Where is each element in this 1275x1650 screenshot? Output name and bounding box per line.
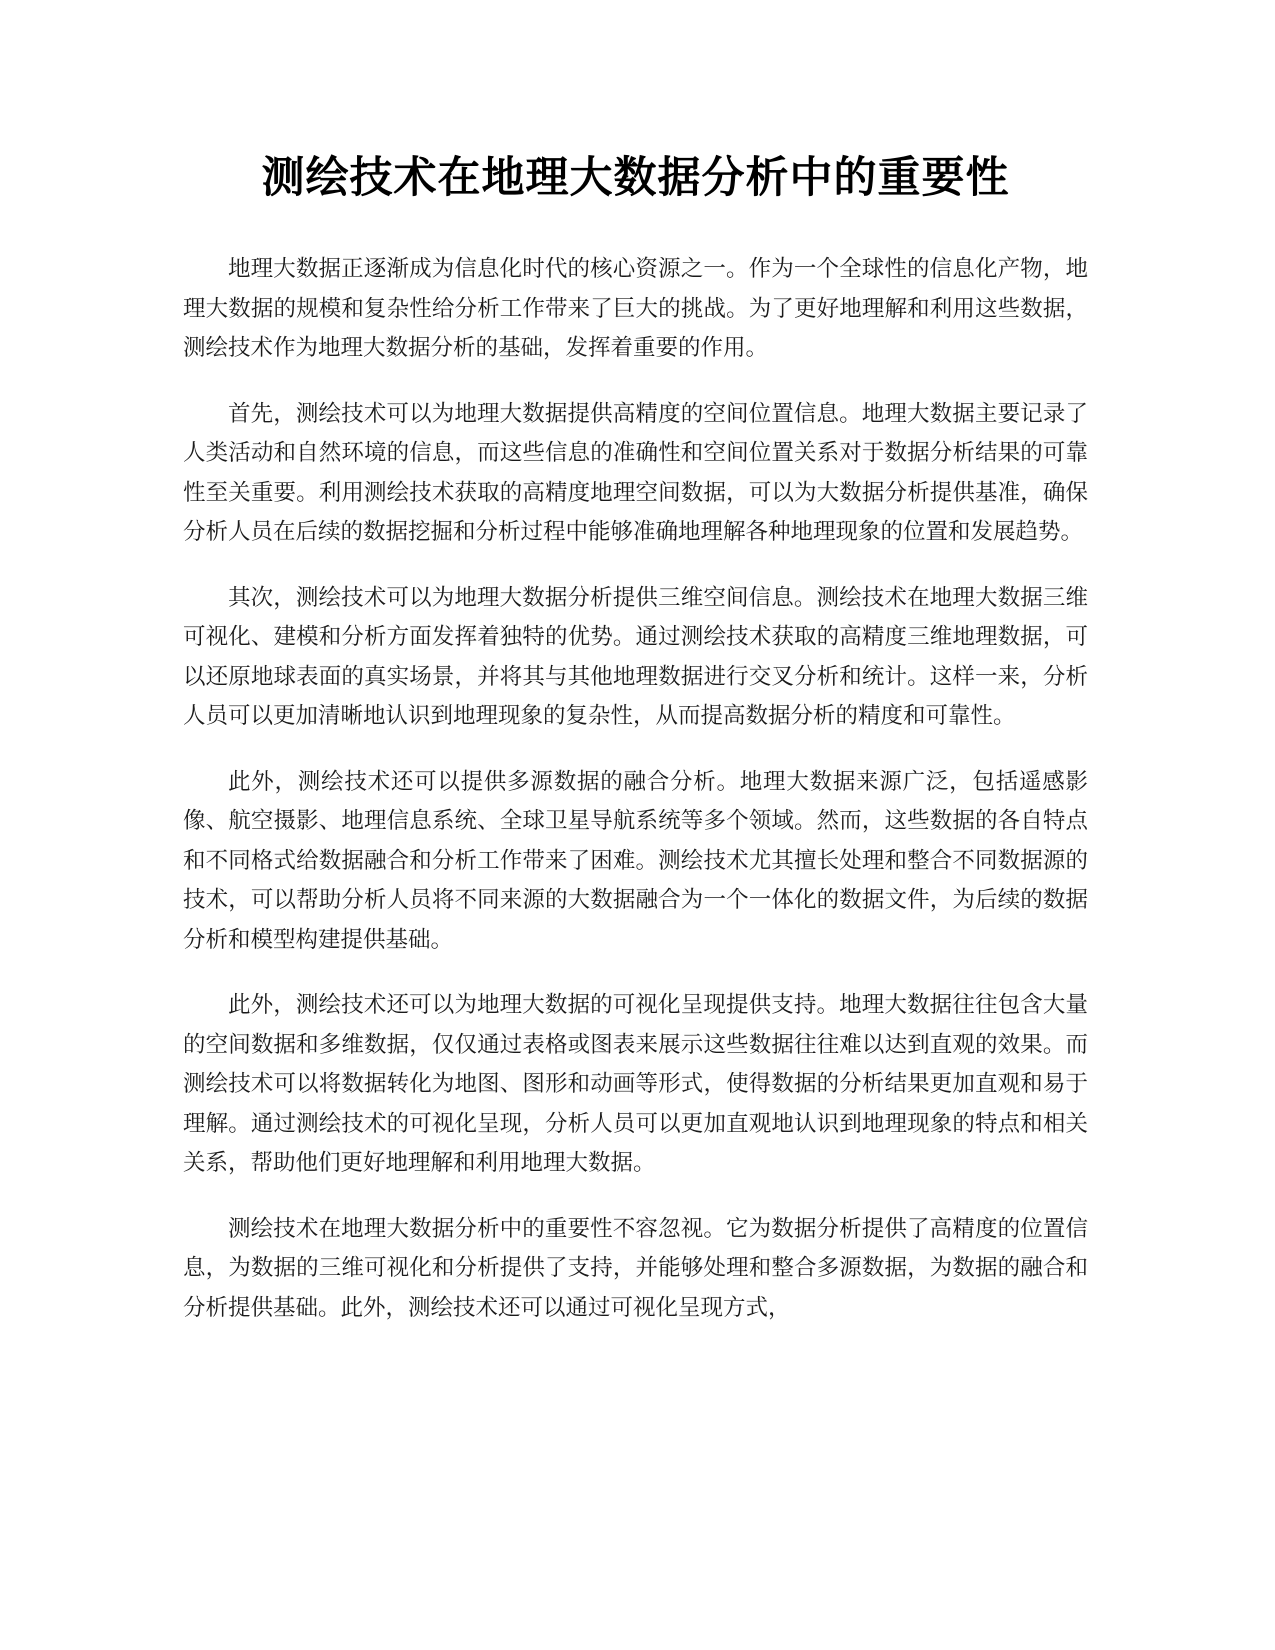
- document-page: [183, 140, 1088, 1354]
- paragraph-1: 地理大数据正逐渐成为信息化时代的核心资源之一。作为一个全球性的信息化产物，地理大数据的规模和复杂性给分析工作带来了巨大的挑战。为了更好地理解和利用这些数据，测绘技术作为地理大数据分析的基础，发挥着重要的作用。: [183, 256, 1088, 361]
- paragraph-5: 此外，测绘技术还可以为地理大数据的可视化呈现提供支持。地理大数据往往包含大量的空间数据和多维数据，仅仅通过表格或图表来展示这些数据往往难以达到直观的效果。而测绘技术可以将数据转化为地图、图形和动画等形式，使得数据的分析结果更加直观和易于理解。通过测绘技术的可视化呈现，分析人员可以更加直观地认识到地理现象的特点和相关关系，帮助他们更好地理解和利用地理大数据。: [183, 992, 1088, 1176]
- paragraph-2: 首先，测绘技术可以为地理大数据提供高精度的空间位置信息。地理大数据主要记录了人类活动和自然环境的信息，而这些信息的准确性和空间位置关系对于数据分析结果的可靠性至关重要。利用测绘技术获取的高精度地理空间数据，可以为大数据分析提供基准，确保分析人员在后续的数据挖掘和分析过程中能够准确地理解各种地理现象的位置和发展趋势。: [183, 400, 1088, 545]
- document-title: 测绘技术在地理大数据分析中的重要性: [261, 153, 1010, 203]
- document-body: [183, 250, 1088, 1328]
- paragraph-4: 此外，测绘技术还可以提供多源数据的融合分析。地理大数据来源广泛，包括遥感影像、航空摄影、地理信息系统、全球卫星导航系统等多个领域。然而，这些数据的各自特点和不同格式给数据融合和分析工作带来了困难。测绘技术尤其擅长处理和整合不同数据源的技术，可以帮助分析人员将不同来源的大数据融合为一个一体化的数据文件，为后续的数据分析和模型构建提供基础。: [183, 768, 1088, 953]
- paragraph-3: 其次，测绘技术可以为地理大数据分析提供三维空间信息。测绘技术在地理大数据三维可视化、建模和分析方面发挥着独特的优势。通过测绘技术获取的高精度三维地理数据，可以还原地球表面的真实场景，并将其与其他地理数据进行交叉分析和统计。这样一来，分析人员可以更加清晰地认识到地理现象的复杂性，从而提高数据分析的精度和可靠性。: [183, 584, 1088, 729]
- paragraph-6: 测绘技术在地理大数据分析中的重要性不容忽视。它为数据分析提供了高精度的位置信息，为数据的三维可视化和分析提供了支持，并能够处理和整合多源数据，为数据的融合和分析提供基础。此外，测绘技术还可以通过可视化呈现方式，: [183, 1215, 1088, 1321]
